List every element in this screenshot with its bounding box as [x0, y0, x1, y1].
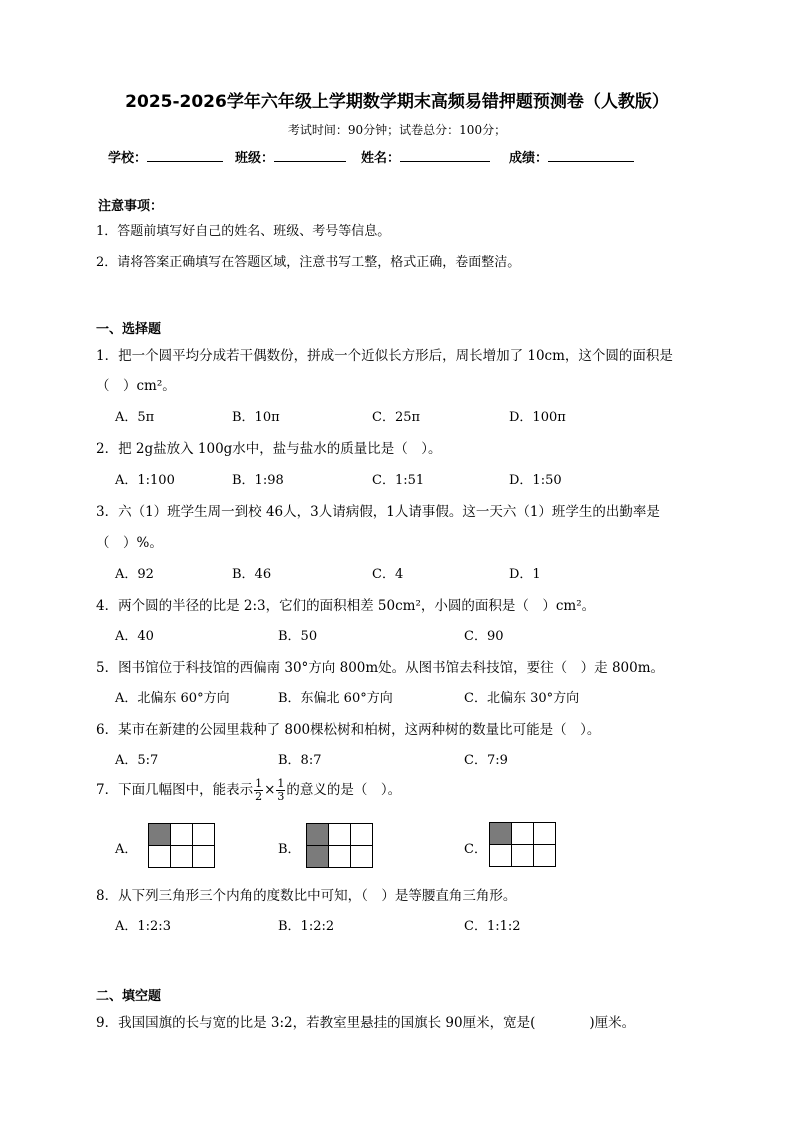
class-label: 班级：: [235, 151, 275, 166]
q2-option-d[interactable]: D．1:50: [509, 473, 562, 488]
score-label: 成绩：: [509, 151, 549, 166]
q1-option-d[interactable]: D．100π: [509, 410, 566, 425]
question-1-text: 1．把一个圆平均分成若干偶数份，拼成一个近似长方形后，周长增加了 10cm，这个圆的面积是: [96, 348, 673, 364]
q7-figure-a[interactable]: [148, 823, 215, 868]
q3-option-a[interactable]: A．92: [115, 567, 154, 582]
question-8-text: 8．从下列三角形三个内角的度数比中可知，（ ）是等腰直角三角形。: [96, 888, 517, 904]
school-field[interactable]: [108, 147, 223, 166]
question-7-text: [96, 778, 401, 803]
question-2-text: 2．把 2g盐放入 100g水中，盐与盐水的质量比是（ ）。: [96, 441, 442, 457]
question-6-text: 6．某市在新建的公园里栽种了 800棵松树和柏树，这两种树的数量比可能是（ ）。: [96, 722, 601, 738]
q1-option-b[interactable]: B．10π: [232, 410, 280, 425]
q2-option-a[interactable]: A．1:100: [115, 473, 175, 488]
q7-figure-c[interactable]: [489, 822, 556, 867]
q7-prefix: 7．下面几幅图中，能表示: [96, 782, 254, 798]
q8-option-c[interactable]: C．1:1:2: [464, 919, 521, 934]
q7-figure-b[interactable]: [306, 823, 373, 868]
question-5-text: 5．图书馆位于科技馆的西偏南 30°方向 800m处。从图书馆去科技馆，要往（ ）走 800m。: [96, 660, 665, 676]
question-9-text: 9．我国国旗的长与宽的比是 3:2，若教室里悬挂的国旗长 90厘米，宽是( )厘米。: [96, 1015, 636, 1031]
q4-option-b[interactable]: B．50: [278, 629, 318, 644]
q7-option-a[interactable]: A．: [115, 842, 138, 857]
question-3-text: 3．六（1）班学生周一到校 46人，3人请病假，1人请事假。这一天六（1）班学生的出勤率是: [96, 504, 660, 520]
q6-option-b[interactable]: B．8:7: [278, 753, 322, 768]
q7-option-b[interactable]: B．: [278, 842, 301, 857]
score-field[interactable]: [509, 147, 634, 166]
notice-item: 1．答题前填写好自己的姓名、班级、考号等信息。: [96, 224, 391, 239]
section-heading-fill: 二、填空题: [96, 989, 162, 1004]
fraction-one-half: $\frac{1}{2}$: [255, 777, 263, 803]
q5-option-b[interactable]: B．东偏北 60°方向: [278, 691, 393, 706]
q8-option-a[interactable]: A．1:2:3: [115, 919, 171, 934]
q8-option-b[interactable]: B．1:2:2: [278, 919, 335, 934]
question-3-text-cont: （ ）%。: [96, 535, 163, 551]
notice-item: 2．请将答案正确填写在答题区域，注意书写工整，格式正确，卷面整洁。: [96, 255, 521, 270]
q1-option-a[interactable]: A．5π: [115, 410, 155, 425]
name-label: 姓名：: [361, 151, 401, 166]
question-4-text: 4．两个圆的半径的比是 2:3，它们的面积相差 50cm²，小圆的面积是（ ）cm²。: [96, 598, 596, 614]
q4-option-a[interactable]: A．40: [115, 629, 154, 644]
question-1-text-cont: （ ）cm²。: [96, 378, 176, 394]
times-sign: ×: [264, 782, 276, 798]
q2-option-c[interactable]: C．1:51: [372, 473, 425, 488]
exam-title: 2025-2026学年六年级上学期数学期末高频易错押题预测卷（人教版）: [125, 92, 669, 112]
q3-option-d[interactable]: D．1: [509, 567, 541, 582]
q4-option-c[interactable]: C．90: [464, 629, 504, 644]
notice-heading: 注意事项：: [98, 199, 164, 214]
name-field[interactable]: [361, 147, 490, 166]
q2-option-b[interactable]: B．1:98: [232, 473, 284, 488]
class-field[interactable]: [235, 147, 346, 166]
q7-option-c[interactable]: C．: [464, 842, 487, 857]
q6-option-a[interactable]: A．5:7: [115, 753, 159, 768]
fraction-one-third: $\frac{1}{3}$: [277, 777, 285, 803]
q5-option-c[interactable]: C．北偏东 30°方向: [464, 691, 580, 706]
q6-option-c[interactable]: C．7:9: [464, 753, 508, 768]
q1-option-c[interactable]: C．25π: [372, 410, 421, 425]
exam-subtitle: 考试时间：90分钟；试卷总分：100分；: [287, 123, 507, 137]
school-label: 学校：: [108, 151, 148, 166]
q7-suffix: 的意义的是（ ）。: [286, 782, 402, 798]
q5-option-a[interactable]: A．北偏东 60°方向: [115, 691, 230, 706]
q3-option-b[interactable]: B．46: [232, 567, 272, 582]
q3-option-c[interactable]: C．4: [372, 567, 404, 582]
section-heading-choice: 一、选择题: [96, 322, 162, 337]
